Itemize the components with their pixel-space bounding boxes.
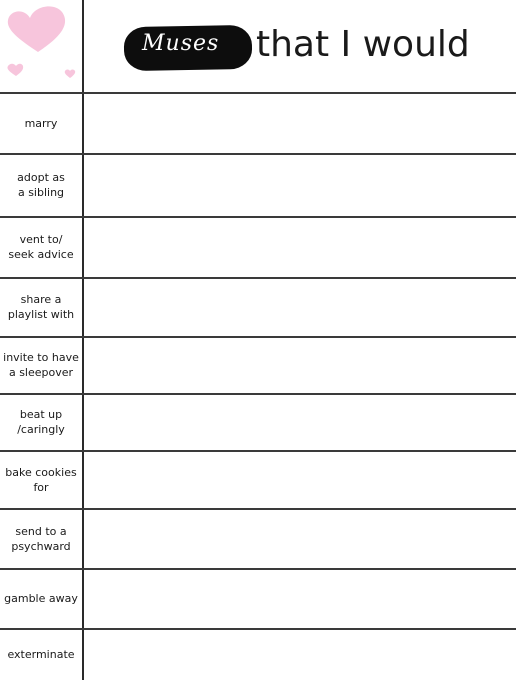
row-label-psychward: send to a psychward (11, 524, 71, 553)
hearts-corner (0, 0, 82, 93)
handwritten-name: Muses (142, 31, 220, 56)
title-area (84, 0, 516, 93)
row-label-marry: marry (24, 116, 58, 130)
row-blank-exterminate (84, 629, 516, 680)
row-blank-marry (84, 93, 516, 153)
row-label-beat-up: beat up /caringly (17, 408, 65, 436)
row-blank-beat-up (84, 394, 516, 450)
row-blank-adopt (84, 154, 516, 216)
row-blank-sleepover (84, 337, 516, 393)
row-label-exterminate: exterminate (7, 648, 75, 661)
page-title: that I would (256, 24, 470, 65)
row-label-sleepover: invite to have a sleepover (3, 351, 79, 379)
row-label-playlist: share a playlist with (7, 293, 75, 321)
row-label-gamble: gamble away (4, 592, 78, 605)
row-blank-gamble (84, 569, 516, 628)
row-blank-psychward (84, 509, 516, 568)
row-blank-vent (84, 217, 516, 277)
row-blank-cookies (84, 451, 516, 508)
row-label-adopt: adopt as a sibling (17, 171, 65, 199)
row-label-cookies: bake cookies for (5, 465, 77, 494)
row-label-vent: vent to/ seek advice (8, 233, 74, 261)
heart-icon (0, 0, 82, 93)
row-blank-playlist (84, 278, 516, 336)
